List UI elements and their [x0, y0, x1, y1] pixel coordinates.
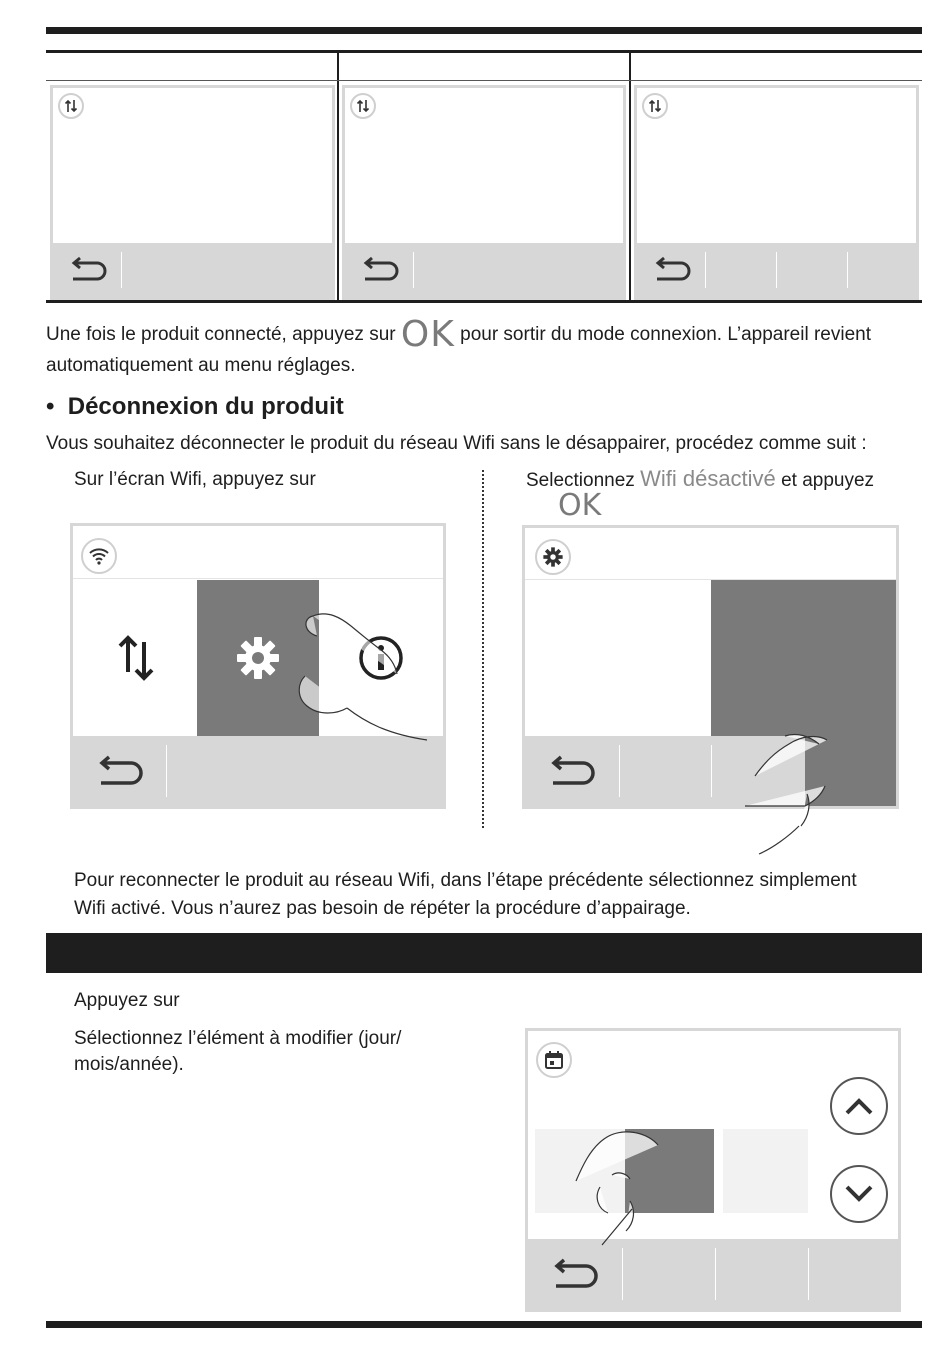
back-arrow-icon[interactable]: [67, 255, 111, 290]
transfer-arrows-icon: [114, 632, 158, 684]
screen-footer: [637, 243, 916, 297]
footer-separator: [619, 745, 620, 797]
footer-separator: [776, 252, 777, 288]
date-select-line-1: Sélectionnez l’élément à modifier (jour/: [74, 1028, 402, 1049]
screen-footer: [73, 736, 443, 806]
back-arrow-icon[interactable]: [93, 754, 149, 795]
gear-icon: [535, 539, 571, 575]
top-thick-rule: [46, 27, 922, 34]
option-wifi-on[interactable]: [527, 580, 711, 738]
step-right-before: Selectionnez: [526, 470, 641, 491]
step-right-after: et appuyez: [775, 470, 875, 491]
footer-separator: [808, 1248, 809, 1300]
step-left-text: Sur l’écran Wifi, appuyez sur: [74, 469, 316, 490]
screen-footer: [53, 243, 332, 297]
chevron-down-icon[interactable]: [830, 1165, 888, 1223]
footer-separator: [715, 1248, 716, 1300]
table-col-divider-2: [629, 50, 631, 302]
tile-transfer[interactable]: [75, 580, 197, 736]
date-screen: [525, 1028, 901, 1312]
ok-glyph: OK: [400, 314, 455, 355]
footer-separator: [711, 745, 712, 797]
wifi-icon: [81, 538, 117, 574]
tile-settings-selected[interactable]: [197, 580, 319, 736]
ok-button-selected[interactable]: [805, 736, 896, 806]
settings-screen: [522, 525, 899, 809]
step-right-ok: OK: [558, 488, 602, 523]
date-field-month-selected[interactable]: [625, 1129, 714, 1213]
table-header-bottom-rule: [46, 80, 922, 81]
section-description: Vous souhaitez déconnecter le produit du réseau Wifi sans le désappairer, procédez comme suit :: [46, 433, 867, 454]
intro-line-2: automatiquement au menu réglages.: [46, 355, 356, 376]
info-icon: [357, 634, 405, 682]
section-band: [46, 933, 922, 973]
date-field-day[interactable]: [535, 1129, 625, 1213]
footer-separator: [121, 252, 122, 288]
screen-footer: [528, 1239, 898, 1309]
intro-line-1: [46, 314, 871, 355]
tile-info[interactable]: [319, 580, 443, 736]
footer-separator: [847, 252, 848, 288]
screen-thumbnail-3: [634, 85, 919, 300]
footer-separator: [622, 1248, 623, 1300]
reconnect-line-1: Pour reconnecter le produit au réseau Wifi, dans l’étape précédente sélectionnez simplement: [74, 870, 857, 891]
intro-before-ok: Une fois le produit connecté, appuyez sur: [46, 324, 401, 345]
section-heading: [46, 392, 344, 422]
screen-footer: [345, 243, 623, 297]
table-col-divider-1: [337, 50, 339, 302]
footer-separator: [413, 252, 414, 288]
header-divider: [73, 578, 443, 579]
back-arrow-icon[interactable]: [359, 255, 403, 290]
reconnect-line-2: Wifi activé. Vous n’aurez pas besoin de répéter la procédure d’appairage.: [74, 898, 691, 919]
bullet: •: [46, 393, 55, 420]
gear-icon: [234, 634, 282, 682]
screen-thumbnail-2: [342, 85, 626, 300]
date-select-line-2: mois/année).: [74, 1054, 184, 1075]
wifi-off-option-label: Wifi désactivé: [640, 466, 776, 491]
date-tap-text: Appuyez sur: [74, 990, 180, 1011]
calendar-icon: [536, 1042, 572, 1078]
table-header-rule: [46, 50, 922, 53]
back-arrow-icon[interactable]: [548, 1257, 604, 1298]
screen-thumbnail-1: [50, 85, 335, 300]
table-bottom-rule: [46, 300, 922, 303]
chevron-up-icon[interactable]: [830, 1077, 888, 1135]
section-title: Déconnexion du produit: [67, 393, 344, 420]
screen-footer: [525, 736, 896, 806]
date-field-year[interactable]: [723, 1129, 808, 1213]
transfer-arrows-icon: [350, 93, 376, 119]
footer-separator: [166, 745, 167, 797]
intro-after-ok: pour sortir du mode connexion. L’appareil revient: [454, 324, 871, 345]
transfer-arrows-icon: [642, 93, 668, 119]
wifi-screen: [70, 523, 446, 809]
dotted-divider: [482, 470, 484, 828]
transfer-arrows-icon: [58, 93, 84, 119]
option-wifi-off-selected[interactable]: [711, 580, 896, 738]
back-arrow-icon[interactable]: [545, 754, 601, 795]
footer-separator: [705, 252, 706, 288]
back-arrow-icon[interactable]: [651, 255, 695, 290]
bottom-thick-rule: [46, 1321, 922, 1328]
